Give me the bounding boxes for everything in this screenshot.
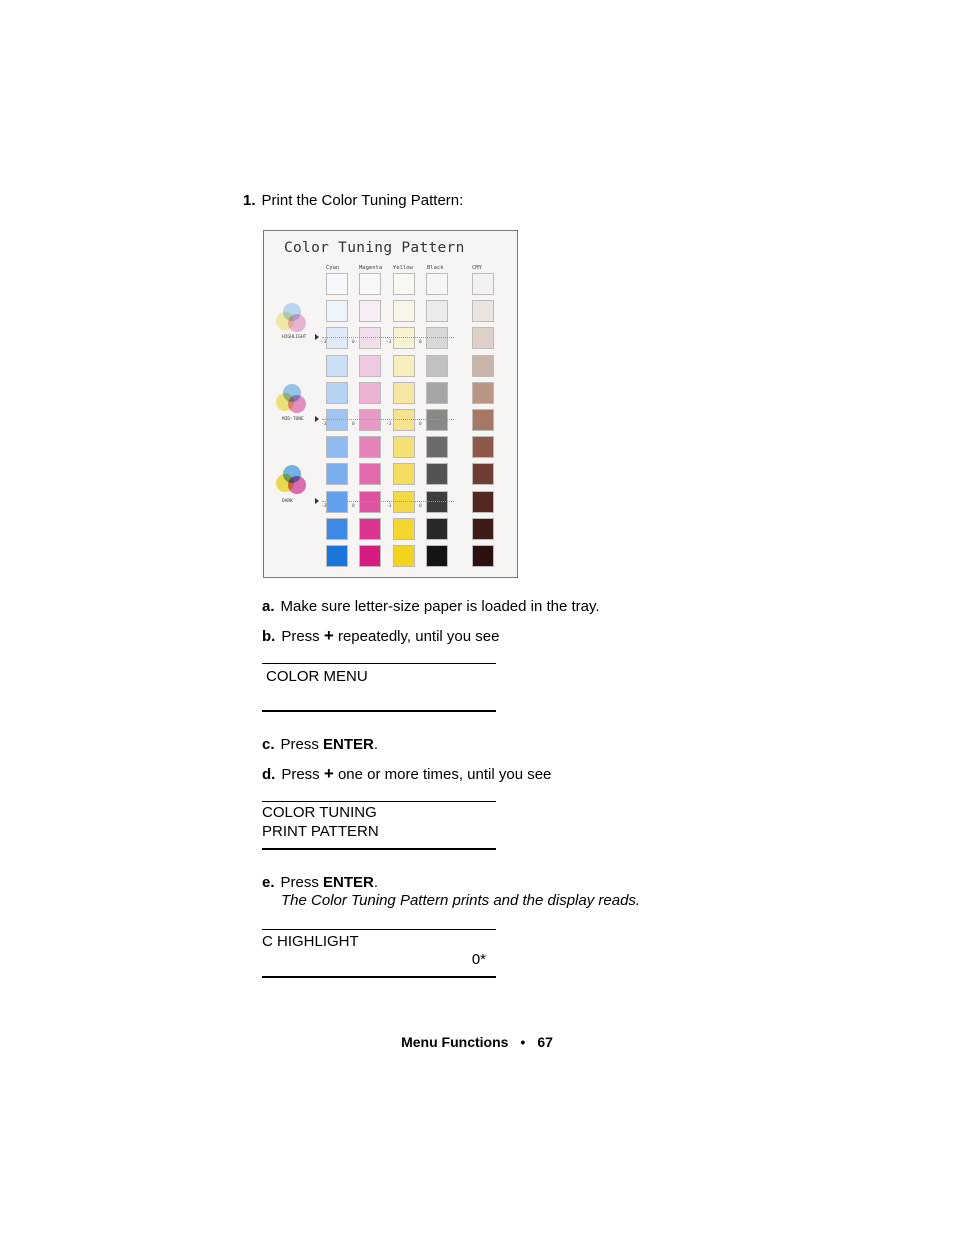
swatch-yellow-2 [393, 300, 415, 322]
swatch-cyan-8 [326, 463, 348, 485]
step-d [262, 764, 551, 784]
footer-section: Menu Functions [401, 1034, 509, 1050]
swatch-black-9 [426, 491, 448, 513]
swatch-black-2 [426, 300, 448, 322]
step-1-number: 1. [243, 192, 256, 209]
column-header-cyan: Cyan [326, 265, 340, 271]
color-circle [288, 314, 306, 332]
step-d-pre: Press [281, 766, 324, 783]
swatch-cyan-5 [326, 382, 348, 404]
swatch-magenta-10 [359, 518, 381, 540]
step-e-description: The Color Tuning Pattern prints and the display reads. [281, 892, 641, 909]
swatch-magenta-4 [359, 355, 381, 377]
swatch-yellow-1 [393, 273, 415, 295]
color-tuning-pattern-figure [263, 230, 518, 578]
swatch-black-10 [426, 518, 448, 540]
swatch-black-8 [426, 463, 448, 485]
step-b-post: repeatedly, until you see [333, 628, 500, 645]
swatch-cmy-11 [472, 545, 494, 567]
swatch-magenta-7 [359, 436, 381, 458]
display-color-menu [262, 663, 496, 712]
enter-key: ENTER [323, 736, 374, 753]
swatch-magenta-11 [359, 545, 381, 567]
step-c-pre: Press [280, 736, 324, 753]
tick-label: 0 [352, 340, 355, 346]
step-c-letter: c. [262, 736, 275, 753]
swatch-yellow-3 [393, 327, 415, 349]
swatch-magenta-8 [359, 463, 381, 485]
display-color-tuning [262, 801, 496, 850]
step-e [262, 874, 378, 891]
column-header-black: Black [427, 265, 444, 271]
display-c-highlight [262, 929, 496, 978]
swatch-cmy-7 [472, 436, 494, 458]
swatch-black-1 [426, 273, 448, 295]
swatch-magenta-6 [359, 409, 381, 431]
swatch-cmy-3 [472, 327, 494, 349]
step-a-letter: a. [262, 598, 275, 615]
column-header-yellow: Yellow [393, 265, 413, 271]
step-e-pre: Press [280, 874, 324, 891]
swatch-cmy-4 [472, 355, 494, 377]
swatch-yellow-9 [393, 491, 415, 513]
swatch-cyan-4 [326, 355, 348, 377]
swatch-cmy-9 [472, 491, 494, 513]
swatch-cmy-8 [472, 463, 494, 485]
color-circle [288, 395, 306, 413]
display-value: 0* [471, 951, 486, 968]
level-marker-icon [315, 498, 319, 504]
swatch-cmy-10 [472, 518, 494, 540]
step-e-letter: e. [262, 874, 275, 891]
swatch-magenta-3 [359, 327, 381, 349]
swatch-cmy-2 [472, 300, 494, 322]
display-line-2: PRINT PATTERN [262, 823, 379, 840]
level-marker-icon [315, 334, 319, 340]
level-label-mid-tone: MID-TONE [282, 417, 304, 422]
step-e-post: . [373, 874, 379, 891]
step-1-text: Print the Color Tuning Pattern: [261, 192, 464, 209]
tick-label: -3 [386, 422, 392, 427]
display-line-1: COLOR TUNING [262, 804, 377, 821]
swatch-cmy-6 [472, 409, 494, 431]
swatch-cyan-9 [326, 491, 348, 513]
level-label-highlight: HIGHLIGHT [282, 335, 307, 341]
enter-key: ENTER [323, 874, 374, 891]
level-marker-icon [315, 416, 319, 422]
tick-label: 0 [352, 503, 355, 509]
step-1 [243, 192, 463, 209]
swatch-magenta-5 [359, 382, 381, 404]
pattern-title: Color Tuning Pattern [284, 240, 465, 256]
tick-label: -3 [321, 503, 327, 509]
step-a-text: Make sure letter-size paper is loaded in the tray. [280, 598, 600, 615]
tick-label: 0 [419, 503, 422, 509]
step-d-post: one or more times, until you see [333, 766, 552, 783]
swatch-cmy-5 [472, 382, 494, 404]
swatch-cyan-1 [326, 273, 348, 295]
footer-bullet: • [520, 1034, 526, 1050]
swatch-yellow-8 [393, 463, 415, 485]
tick-label: -3 [321, 422, 327, 427]
swatch-cmy-1 [472, 273, 494, 295]
swatch-black-5 [426, 382, 448, 404]
tick-label: -3 [386, 503, 392, 509]
tick-label: 0 [352, 422, 355, 427]
swatch-cyan-10 [326, 518, 348, 540]
swatch-black-3 [426, 327, 448, 349]
column-header-magenta: Magenta [359, 265, 383, 271]
swatch-cyan-3 [326, 327, 348, 349]
tick-label: 0 [419, 340, 422, 346]
level-guide-line [322, 337, 454, 338]
step-a [262, 598, 600, 615]
swatch-cyan-6 [326, 409, 348, 431]
step-c [262, 736, 378, 753]
level-label-dark: DARK [282, 498, 293, 504]
swatch-black-6 [426, 409, 448, 431]
display-line-1: COLOR MENU [266, 668, 368, 685]
step-b-letter: b. [262, 628, 276, 645]
swatch-magenta-9 [359, 491, 381, 513]
level-guide-line [322, 501, 454, 502]
swatch-cyan-2 [326, 300, 348, 322]
swatch-black-4 [426, 355, 448, 377]
swatch-yellow-4 [393, 355, 415, 377]
swatch-yellow-11 [393, 545, 415, 567]
swatch-black-7 [426, 436, 448, 458]
swatch-yellow-10 [393, 518, 415, 540]
tick-label: -3 [321, 340, 327, 346]
swatch-cyan-11 [326, 545, 348, 567]
plus-key: + [323, 764, 334, 783]
page-footer [0, 1034, 954, 1050]
step-d-letter: d. [262, 766, 276, 783]
tick-label: 0 [419, 422, 422, 427]
swatch-yellow-6 [393, 409, 415, 431]
page-number: 67 [537, 1034, 553, 1050]
swatch-yellow-7 [393, 436, 415, 458]
step-b [262, 626, 499, 646]
swatch-magenta-2 [359, 300, 381, 322]
color-circle [288, 476, 306, 494]
step-b-pre: Press [281, 628, 324, 645]
display-line-1: C HIGHLIGHT [262, 933, 359, 950]
plus-key: + [323, 626, 334, 645]
tick-label: -3 [386, 340, 392, 346]
step-c-post: . [373, 736, 379, 753]
swatch-black-11 [426, 545, 448, 567]
swatch-cyan-7 [326, 436, 348, 458]
level-guide-line [322, 419, 454, 420]
swatch-yellow-5 [393, 382, 415, 404]
swatch-magenta-1 [359, 273, 381, 295]
column-header-cmy: CMY [472, 265, 482, 271]
